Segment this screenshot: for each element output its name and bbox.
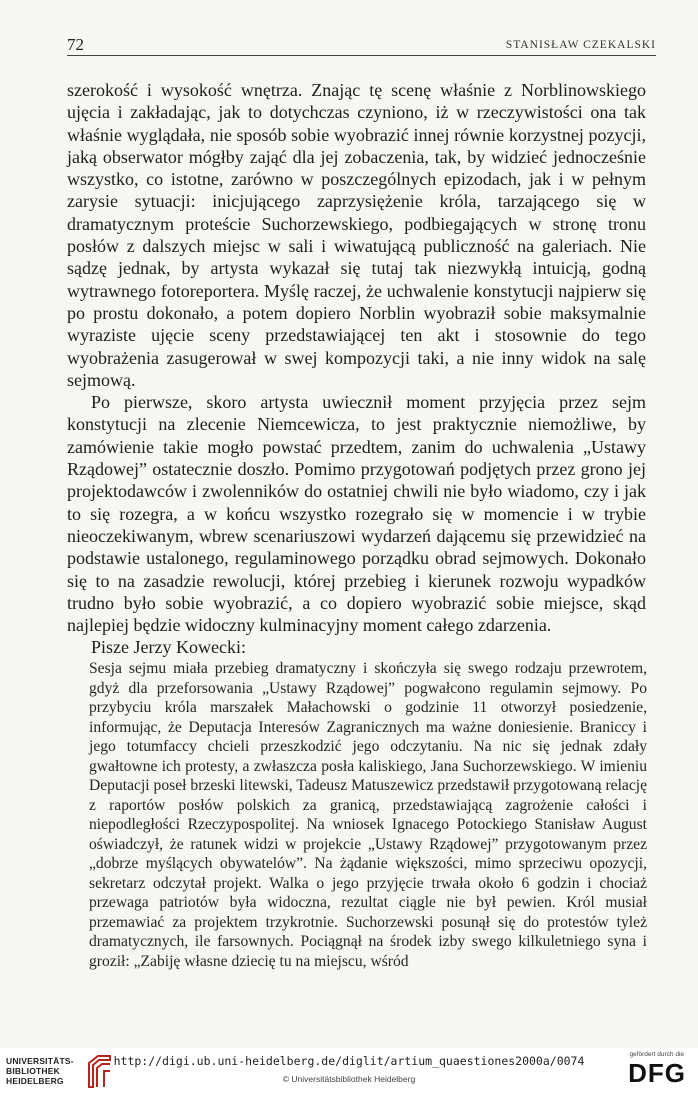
dfg-caption: gefördert durch die: [629, 1051, 684, 1058]
body-text: [67, 79, 646, 659]
copyright-notice: © Universitätsbibliothek Heidelberg: [282, 1074, 416, 1084]
running-title: STANISŁAW CZEKALSKI: [505, 39, 656, 51]
page-number: 72: [67, 35, 84, 54]
paragraph: Po pierwsze, skoro artysta uwiecznił moment przyjęcia przez sejm konstytucji na zlecenie Niemcewicza, to jest praktycznie niemożliwe, by zamówienie takie mogło powstać przedtem, zanim do uchwalenia „Ustawy Rządowej” ostatecznie doszło. Pomimo przygotowań podjętych przez grono jej projektodawców i zwolenników do ostatniej chwili nie było wiadomo, czy i jak to się rozegra, a w końcu wszystko rozegrało się w momencie i w trybie nieoczekiwanym, wbrew scenariuszowi wydarzeń dającemu się przewidzieć na podstawie ustalonego, regulaminowego porządku obrad sejmowych. Dokonało się to na zasadzie rewolucji, której przebieg i kierunek rozwoju wypadków trudno było sobie wyobrazić, a co dopiero wyobrazić sobie miejsce, skąd najlepiej będzie widoczny kulminacyjny moment całego zdarzenia.: [67, 392, 646, 636]
paragraph-continued: szerokość i wysokość wnętrza. Znając tę scenę właśnie z Norblinowskiego ujęcia i zakładając, jak to dotychczas czyniono, iż w rzeczywistości ona tak właśnie wyglądała, nie sposób sobie wyobrazić innej równie korzystnej pozycji, jaką obserwator mógłby zająć dla jej zobaczenia, tak, by widzieć jednocześnie wszystko, co istotne, zarówno w poszczególnych epizodach, jak i w pełnym zarysie sytuacji: inicjującego zaprzysiężenie króla, tarzającego się w dramatycznym proteście Suchorzewskiego, podbiegających w stronę tronu posłów z dalszych miejsc w sali i wiwatującą publiczność na galeriach. Nie sądzę jednak, by artysta wykazał się tutaj tak niezwykłą intuicją, godną wytrawnego fotoreportera. Myślę raczej, że uchwalenie konstytucji najpierw się po prostu dokonało, a potem dopiero Norblin wyobraził sobie maksymalnie wyraziste ujęcie sceny przedstawiającej ten akt i stosownie do tego wyobrażenia zasugerował w swej kompozycji taki, a nie inny widok na salę sejmową.: [67, 80, 646, 390]
running-head: [67, 33, 656, 56]
digitization-footer: [0, 1048, 698, 1093]
permalink-url[interactable]: http://digi.ub.uni-heidelberg.de/diglit/artium_quaestiones2000a/0074: [113, 1054, 585, 1068]
block-quote: Sesja sejmu miała przebieg dramatyczny i skończyła się swego rodzaju przewrotem, gdyż dla przeforsowania „Ustawy Rządowej” pogwałcono regulamin sejmowy. Po przybyciu króla marszałek Małachowski o godzinie 11 otworzył posiedzenie, informując, że Deputacja Interesów Zagranicznych ma ważne doniesienie. Braniccy i jego totumfaccy chcieli przeszkodzić jego odczytaniu. Na nic się jednak zdały gwałtowne ich protesty, a zwłaszcza posła kaliskiego, Jana Suchorzewskiego. W imieniu Deputacji poseł brzeski litewski, Tadeusz Matuszewicz przedstawił przygotowaną relację z raportów posłów polskich za granicą, przedstawiającą zagrożenie całości i niepodległości Rzeczypospolitej. Na wniosek Ignacego Potockiego Stanisław August oświadczył, że ratunek widzi w projekcie „Ustawy Rządowej” przygotowanym przez „dobrze myślących obywatelów”. Na żądanie większości, mimo sprzeciwu opozycji, sekretarz odczytał projekt. Walka o jego przyjęcie trwała około 6 godzin i chociaż przewaga patriotów była widoczna, rezultat ciągle nie był pewien. Król musiał przemawiać za projektem trzykrotnie. Suchorzewski posunął się do protestów tyleż dramatycznych, ile farsownych. Pociągnął na środek izby swego kilkuletniego syna i groził: „Zabiję własne dziecię tu na miejscu, wśród: [89, 660, 647, 970]
library-name: UNIVERSITÄTS- BIBLIOTHEK HEIDELBERG: [6, 1056, 74, 1086]
dfg-logo[interactable]: DFG: [628, 1058, 686, 1088]
quote-intro: Pisze Jerzy Kowecki:: [91, 637, 246, 658]
